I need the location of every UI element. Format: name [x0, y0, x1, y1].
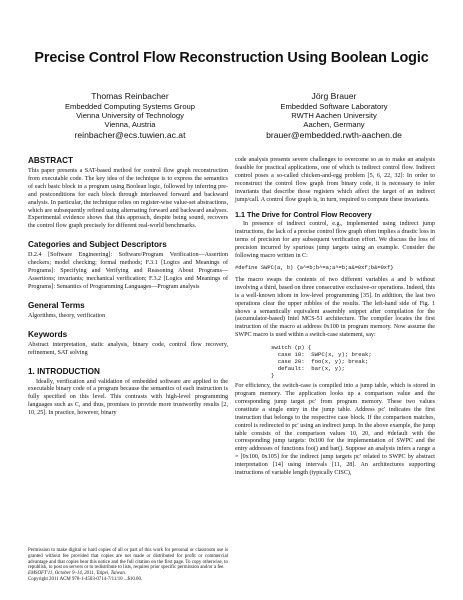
- paragraph: For efficiency, the switch-case is compiled into a jump table, which is stored in program memory. The application looks up a comparison value and the corresponding jump target pc′ from program memory. These two values constitute a single entry in the jump table. Address pc′ indicates the first instruction that belongs to the respective case block. If the comparison matches, control is redirected to pc′ using an indirect jump. In the above example, the jump table consists of the comparison values 10, 20, and #default with the corresponding jump targets: 0x100 for the implementation of SWPC and the entry addresses of functions foo() and bar(). Suppose an analysis infers a range a = [0x100, 0x105] for the indirect jump targets pc′ related to SWPC by abstract interpretation [14] using intervals [11, 28]. An architectures supporting instructions of variable length (typically CISC),: [235, 383, 435, 477]
- paragraph: In presence of indirect control, e.g., implemented using indirect jump instructions, the lack of a precise control flow graph often implies a drastic loss in terms of precision for any subsequent verification effort. We discuss the loss of precision incurred by spurious jump targets using an example. Consider the following macro written in C:: [235, 221, 435, 260]
- author-block-2: [234, 91, 434, 140]
- paragraph: code analysis presents severe challenges to overcome so as to make an analysis feasible for practical applications, one of which is indirect control flow. Indirect control poses a so-called chicken-and-egg problem [5, 6, 22, 32]: In order to reconstruct the control flow graph from binary code, it is necessary to infer invariants that describe those registers which affect the target of an indirect jump/call. A control flow graph is, in turn, required to compute these invariants.: [235, 157, 435, 203]
- left-column: [28, 156, 228, 418]
- author-block-1: [30, 91, 230, 140]
- keywords-text: Abstract interpretation, static analysis, binary code, control flow recovery, refinement, SAT solving: [28, 341, 228, 356]
- introduction-text: Ideally, verification and validation of embedded software are applied to the executable binary code of a program because the semantics of each instruction is fully specified on this level. This contrasts with high-level programming languages such as C, and thus, promises to provide more trustworthy results [2, 10, 25]. In practice, however, binary: [28, 378, 228, 417]
- author-affiliation: RWTH Aachen University: [291, 111, 377, 121]
- categories-heading: Categories and Subject Descriptors: [28, 240, 167, 250]
- abstract-text: This paper presents a SAT-based method for control flow graph reconstruction from executable code. The key idea of the technique is to express the semantics of each basic block in a program using Boolean logic, followed by inferring pre- and postconditions for each block through interleaved forward and backward analysis. In particular, the technique relies on register-wise value-set abstractions, which are subsequently refined using alternating forward and backward analyses. Experimental evidence shows that this approach, despite being sound, recovers the control flow graph precisely for different real-world benchmarks.: [28, 168, 228, 230]
- keywords-heading: Keywords: [28, 329, 68, 339]
- author-affiliation: Embedded Computing Systems Group: [64, 102, 195, 111]
- author-affiliation: Vienna University of Technology: [76, 111, 184, 121]
- categories-text: D.2.4 [Software Engineering]: Software/Program Verification—Assertion checkers; model checking; formal methods; F.3.1 [Logics and Meanings of Programs]: Specifying and Verifying and Reasoning About Programs—Assertions; invariants; mechanical verification; F.3.2 [Logics and Meanings of Programs]: Semantics of Programming Languages—Program analysis: [28, 252, 228, 290]
- permission-notice: [28, 548, 228, 583]
- abstract-heading: ABSTRACT: [28, 156, 74, 165]
- paper-title: Precise Control Flow Reconstruction Using Boolean Logic: [34, 50, 429, 66]
- author-name: Jörg Brauer: [311, 91, 357, 101]
- section-heading: 1.1 The Drive for Control Flow Recovery: [235, 210, 372, 220]
- general-terms-text: Algorithms, theory, verification: [28, 312, 106, 319]
- macro-definition: #define SWPC(a, b) {a^=b;b^=a;a^=b;a&=0xf;b&=0xf}: [235, 264, 394, 271]
- author-city: Aachen, Germany: [303, 120, 365, 130]
- venue-text: EMSOFT'11, October 9–14, 2011, Taipei, Taiwan.: [28, 571, 127, 577]
- general-terms-heading: General Terms: [28, 300, 85, 310]
- author-email: reinbacher@ecs.tuwien.ac.at: [74, 129, 186, 140]
- author-email: brauer@embedded.rwth-aachen.de: [266, 129, 402, 140]
- permission-text: Permission to make digital or hard copies of all or part of this work for personal or classroom use is granted without fee provided that copies are not made or distributed for profit or commercial advantage and that copies bear this notice and the full citation on the first page. To copy otherwise, to republish, to post on servers or to redistribute to lists, requires prior specific permission and/or a fee.: [28, 548, 228, 571]
- code-snippet: switch (p) { case 10: SWPC(x, y); break; case 20: foo(x, y); break; default: bar(x, y); }: [271, 344, 372, 380]
- author-city: Vienna, Austria: [104, 120, 156, 130]
- paragraph: The macro swaps the contents of two different variables a and b without involving a third, based on three consecutive exclusive-or operations. Indeed, this is a well-known idiom in low-level programming [35]. In addition, the last two operations clear the upper nibbles of the results. The left-hand side of Fig. 1 shows a semantically equivalent assembly snippet after compilation for the (accumulator-based) Intel MCS-51 architecture. The compiler locates the first instruction of the macro at address 0x100 in program memory. Now assume the SWPC macro is used within a switch-case statement, say:: [235, 276, 435, 339]
- author-name: Thomas Reinbacher: [91, 91, 169, 101]
- introduction-heading: 1. INTRODUCTION: [28, 366, 100, 376]
- author-affiliation: Embedded Software Laboratory: [280, 102, 388, 111]
- right-column: [235, 157, 435, 478]
- copyright-text: Copyright 2011 ACM 978-1-4503-0714-7/11/10 ...$10.00.: [28, 576, 143, 582]
